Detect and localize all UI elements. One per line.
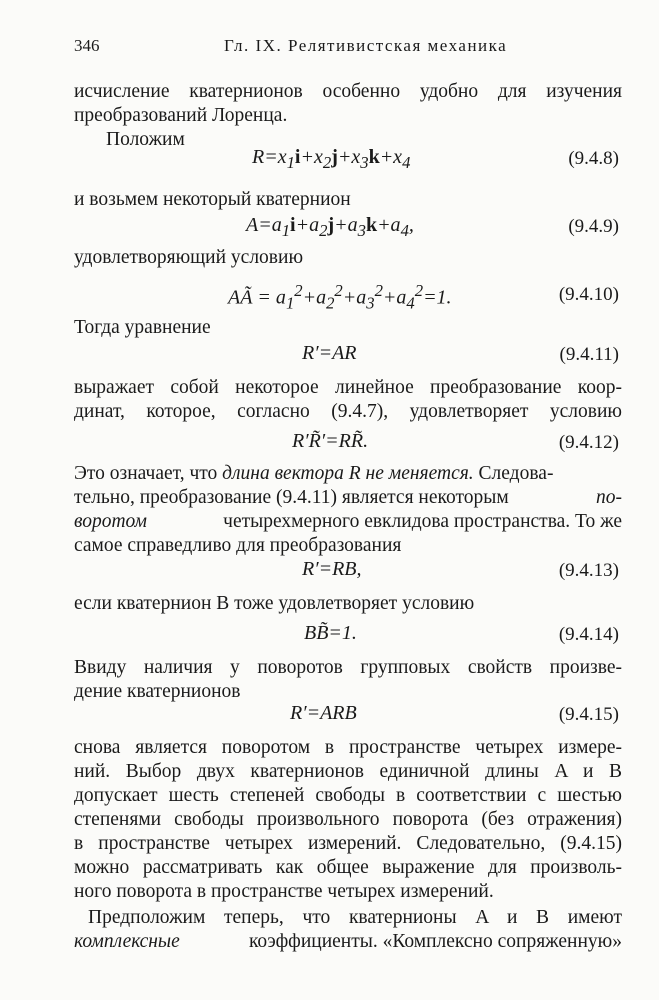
equation-9-4-11: R′=AR bbox=[302, 342, 357, 364]
text-line: снова является поворотом в пространстве четырех измере- bbox=[74, 737, 622, 758]
equation-number: (9.4.11) bbox=[559, 344, 619, 365]
text-line: можно рассматривать как общее выражение для произволь- bbox=[74, 857, 622, 878]
text-run: коэффициенты. «Комплексно сопряженную» bbox=[248, 931, 622, 952]
text-line: самое справедливо для преобразования bbox=[74, 535, 402, 556]
text-line: ного поворота в пространстве четырех измерений. bbox=[74, 881, 494, 902]
equation-number: (9.4.10) bbox=[558, 284, 619, 305]
emphasis-text: по- bbox=[596, 487, 622, 508]
text-line bbox=[74, 462, 622, 486]
text-line: динат, которое, согласно (9.4.7), удовлетворяет условию bbox=[74, 401, 622, 422]
text-run: Это означает, что bbox=[74, 463, 218, 484]
text-run: Следова- bbox=[478, 463, 554, 484]
text-line: допускает шесть степеней свободы в соответствии с шестью bbox=[74, 785, 622, 806]
text-line: Положим bbox=[106, 129, 185, 150]
emphasis-text: комплексные bbox=[74, 931, 180, 952]
equation-number: (9.4.12) bbox=[558, 432, 619, 453]
page-number: 346 bbox=[74, 36, 100, 55]
text-line: выражает собой некоторое линейное преобразование коор- bbox=[74, 377, 622, 398]
emphasis-text: длина вектора R не меняется. bbox=[222, 463, 474, 484]
text-line: и возьмем некоторый кватернион bbox=[74, 189, 351, 210]
text-line bbox=[74, 510, 622, 534]
equation-number: (9.4.8) bbox=[568, 148, 619, 169]
emphasis-text: воротом bbox=[74, 511, 147, 532]
text-line: преобразований Лоренца. bbox=[74, 105, 288, 126]
equation-number: (9.4.13) bbox=[558, 560, 619, 581]
text-line: в пространстве четырех измерений. Следовательно, (9.4.15) bbox=[74, 833, 622, 854]
equation-9-4-15: R′=ARB bbox=[290, 702, 357, 724]
equation-9-4-12: R′R̃′=RR̃. bbox=[292, 430, 369, 452]
equation-9-4-9: $A=a_1i+a_2j+a_3k+a_4$, bbox=[246, 214, 414, 240]
equation-9-4-10: AÃ = $a_1^2+a_2^2+a_3^2+a_4^2=1$. bbox=[228, 281, 452, 313]
equation-number: (9.4.9) bbox=[568, 216, 619, 237]
equation-9-4-8: $R=x_1i+x_2j+x_3k+x_4$ bbox=[252, 146, 411, 172]
text-line: если кватернион B тоже удовлетворяет условию bbox=[74, 593, 475, 614]
equation-9-4-13: R′=RB, bbox=[302, 558, 362, 580]
equation-number: (9.4.14) bbox=[558, 624, 619, 645]
text-line: дение кватернионов bbox=[74, 681, 241, 702]
text-line: ний. Выбор двух кватернионов единичной длины A и B bbox=[74, 761, 622, 782]
text-line: исчисление кватернионов особенно удобно для изучения bbox=[74, 81, 622, 102]
text-line: Тогда уравнение bbox=[74, 317, 211, 338]
running-head: Гл. IX. Релятивистская механика bbox=[224, 36, 508, 55]
equation-9-4-14: BB̃=1. bbox=[304, 622, 357, 644]
text-run: четырехмерного евклидова пространства. То же bbox=[223, 511, 622, 532]
page-header bbox=[74, 36, 622, 60]
text-line: удовлетворяющий условию bbox=[74, 247, 304, 268]
text-run: тельно, преобразование (9.4.11) является некоторым bbox=[74, 487, 509, 508]
text-line: Ввиду наличия у поворотов групповых свойств произве- bbox=[74, 657, 622, 678]
equation-number: (9.4.15) bbox=[558, 704, 619, 725]
text-line bbox=[74, 486, 622, 510]
text-line: степенями свободы произвольного поворота (без отражения) bbox=[74, 809, 622, 830]
text-line bbox=[74, 930, 622, 954]
text-line: Предположим теперь, что кватернионы A и B имеют bbox=[88, 907, 622, 928]
